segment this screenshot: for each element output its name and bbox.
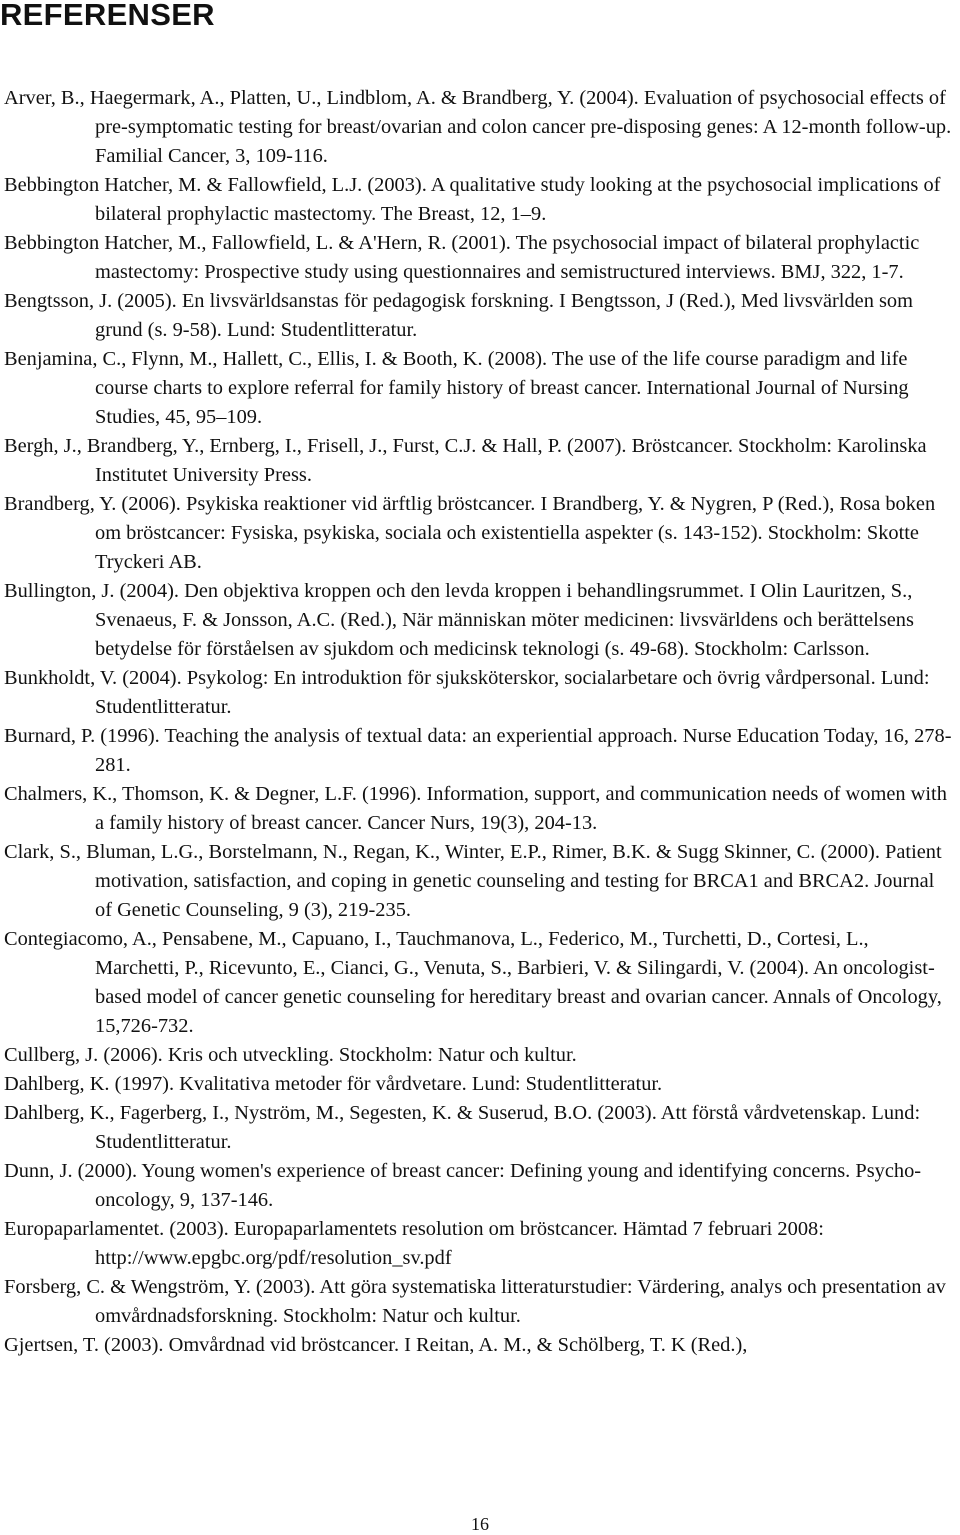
- reference-entry: Dunn, J. (2000). Young women's experience of breast cancer: Defining young and identifying concerns. Psycho-oncology, 9, 137-146.: [4, 1160, 922, 1211]
- reference-entry: Benjamina, C., Flynn, M., Hallett, C., Ellis, I. & Booth, K. (2008). The use of the life course paradigm and life course charts to explore referral for family history of breast cancer. International Journal of Nursing Studies, 45, 95–109.: [4, 348, 909, 428]
- reference-entry: Chalmers, K., Thomson, K. & Degner, L.F. (1996). Information, support, and communication needs of women with a family history of breast cancer. Cancer Nurs, 19(3), 204-13.: [4, 783, 947, 834]
- reference-entry: Arver, B., Haegermark, A., Platten, U., Lindblom, A. & Brandberg, Y. (2004). Evaluation of psychosocial effects of pre-symptomatic testing for breast/ovarian and colon cancer pre-disposing genes: A 12-month follow-up. Familial Cancer, 3, 109-116.: [4, 87, 952, 167]
- reference-entry: Contegiacomo, A., Pensabene, M., Capuano, I., Tauchmanova, L., Federico, M., Turchetti, D., Cortesi, L., Marchetti, P., Ricevunto, E., Cianci, G., Venuta, S., Barbieri, V. & Silingardi, V. (2004). An oncologist-based model of cancer genetic counseling for hereditary breast and ovarian cancer. Annals of Oncology, 15,726-732.: [4, 928, 942, 1037]
- reference-entry: Bergh, J., Brandberg, Y., Ernberg, I., Frisell, J., Furst, C.J. & Hall, P. (2007). Bröstcancer. Stockholm: Karolinska Institutet University Press.: [4, 435, 927, 486]
- reference-entry: Bunkholdt, V. (2004). Psykolog: En introduktion för sjuksköterskor, socialarbetare och övrig vårdpersonal. Lund: Studentlitteratur.: [4, 667, 930, 718]
- reference-entry: Gjertsen, T. (2003). Omvårdnad vid bröstcancer. I Reitan, A. M., & Schölberg, T. K (Red.),: [4, 1334, 748, 1356]
- reference-entry: Clark, S., Bluman, L.G., Borstelmann, N., Regan, K., Winter, E.P., Rimer, B.K. & Sugg Skinner, C. (2000). Patient motivation, satisfaction, and coping in genetic counseling and testing for BRCA1 and BRCA2. Journal of Genetic Counseling, 9 (3), 219-235.: [4, 841, 942, 921]
- page-title: REFERENSER: [0, 0, 215, 32]
- reference-entry: Dahlberg, K., Fagerberg, I., Nyström, M., Segesten, K. & Suserud, B.O. (2003). Att förstå vårdvetenskap. Lund: Studentlitteratur.: [4, 1102, 921, 1153]
- reference-entry: Bebbington Hatcher, M. & Fallowfield, L.J. (2003). A qualitative study looking at the psychosocial implications of bilateral prophylactic mastectomy. The Breast, 12, 1–9.: [4, 174, 941, 225]
- reference-entry: Cullberg, J. (2006). Kris och utveckling. Stockholm: Natur och kultur.: [4, 1044, 577, 1066]
- reference-entry: Burnard, P. (1996). Teaching the analysis of textual data: an experiential approach. Nurse Education Today, 16, 278-281.: [4, 725, 952, 776]
- reference-entry: Bullington, J. (2004). Den objektiva kroppen och den levda kroppen i behandlingsrummet. I Olin Lauritzen, S., Svenaeus, F. & Jonsson, A.C. (Red.), När människan möter medicinen: livsvärldens och berättelsens betydelse för förståelsen av sjukdom och medicinsk teknologi (s. 49-68). Stockholm: Carlsson.: [4, 580, 914, 660]
- reference-entry: Forsberg, C. & Wengström, Y. (2003). Att göra systematiska litteraturstudier: Värdering, analys och presentation av omvårdnadsforskning. Stockholm: Natur och kultur.: [4, 1276, 946, 1327]
- reference-entry: Dahlberg, K. (1997). Kvalitativa metoder för vårdvetare. Lund: Studentlitteratur.: [4, 1073, 663, 1095]
- page-number: 16: [471, 1514, 489, 1534]
- reference-list: [4, 84, 954, 1360]
- reference-entry: Bebbington Hatcher, M., Fallowfield, L. & A'Hern, R. (2001). The psychosocial impact of bilateral prophylactic mastectomy: Prospective study using questionnaires and semistructured interviews. BMJ, 322, 1-7.: [4, 232, 920, 283]
- reference-entry: Brandberg, Y. (2006). Psykiska reaktioner vid ärftlig bröstcancer. I Brandberg, Y. & Nygren, P (Red.), Rosa boken om bröstcancer: Fysiska, psykiska, sociala och existentiella aspekter (s. 143-152). Stockholm: Skotte Tryckeri AB.: [4, 493, 936, 573]
- reference-entry: Europaparlamentet. (2003). Europaparlamentets resolution om bröstcancer. Hämtad 7 februari 2008: http://www.epgbc.org/pdf/resolution_sv.pdf: [4, 1218, 824, 1269]
- reference-entry: Bengtsson, J. (2005). En livsvärldsanstas för pedagogisk forskning. I Bengtsson, J (Red.), Med livsvärlden som grund (s. 9-58). Lund: Studentlitteratur.: [4, 290, 913, 341]
